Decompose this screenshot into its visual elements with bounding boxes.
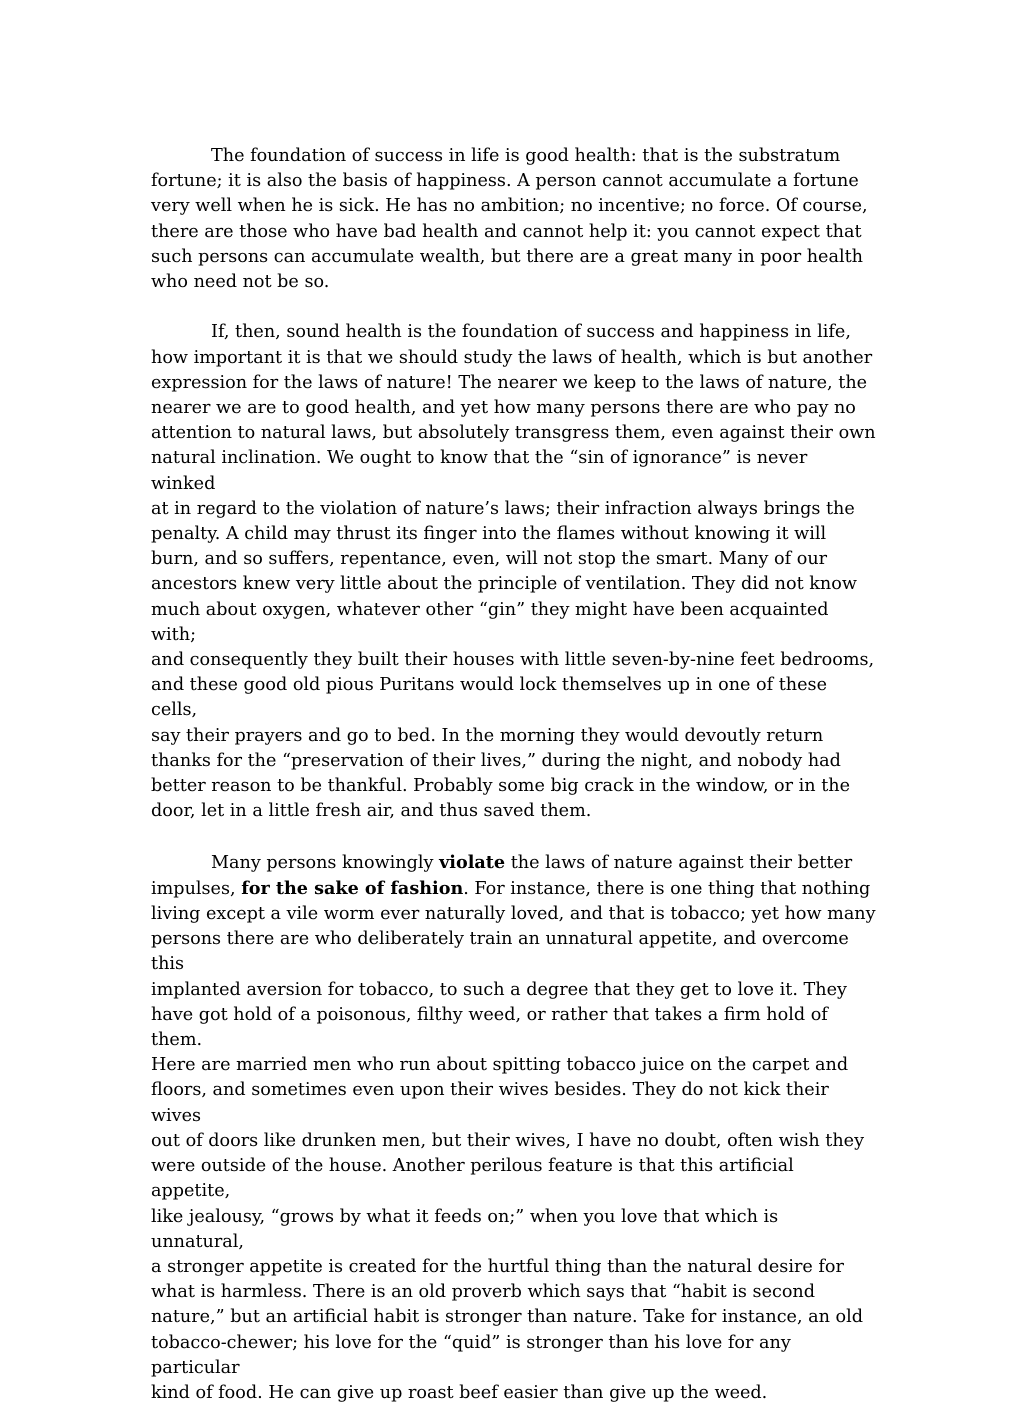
bold-emphasis-fashion: for the sake of fashion	[241, 877, 464, 899]
paragraph-health-foundation	[151, 144, 876, 295]
bold-emphasis-violate: violate	[439, 851, 506, 873]
paragraph-text: . For instance, there is one thing that nothing living except a vile worm ever naturally loved, and that is tobacco; yet how many persons there are who deliberately train an unnatural appetite, and overcome this implanted aversion for tobacco, to such a degree that they get to love it. They have got hold of a poisonous, filthy weed, or rather that takes a firm hold of them. Here are married men who run about spitting tobacco juice on the carpet and floors, and sometimes even upon their wives besides. They do not kick their wives out of doors like drunken men, but their wives, I have no doubt, often wish they were outside of the house. Another perilous feature is that this artificial appetite, like jealousy, “grows by what it feeds on;” when you love that which is unnatural, a stronger appetite is created for the hurtful thing than the natural desire for what is harmless. There is an old proverb which says that “habit is second nature,” but an artificial habit is stronger than nature. Take for instance, an old tobacco-chewer; his love for the “quid” is stronger than his love for any particular kind of food. He can give up roast beef easier than give up the weed.	[151, 878, 876, 1403]
body-text	[151, 144, 876, 1406]
paragraph-text: the laws of nature against their better impulses,	[151, 852, 853, 899]
paragraph-text: If, then, sound health is the foundation of success and happiness in life, how important it is that we should study the laws of health, which is but another expression for the laws of nature! The nearer we keep to the laws of nature, the nearer we are to good health, and yet how many persons there are who pay no attention to natural laws, but absolutely transgress them, even against their own natural inclination. We ought to know that the “sin of ignorance” is never winked at in regard to the violation of nature’s laws; their infraction always brings the penalty. A child may thrust its finger into the flames without knowing it will burn, and so suffers, repentance, even, will not stop the smart. Many of our ancestors knew very little about the principle of ventilation. They did not know much about oxygen, whatever other “gin” they might have been acquainted with; and consequently they built their houses with little seven-by-nine feet bedrooms, and these good old pious Puritans would lock themselves up in one of these cells, say their prayers and go to bed. In the morning they would devoutly return thanks for the “preservation of their lives,” during the night, and nobody had better reason to be thankful. Probably some big crack in the window, or in the door, let in a little fresh air, and thus saved them.	[151, 322, 876, 822]
paragraph-laws-of-nature	[151, 320, 876, 824]
paragraph-text: The foundation of success in life is good health: that is the substratum fortune; it is also the basis of happiness. A person cannot accumulate a fortune very well when he is sick. He has no ambition; no incentive; no force. Of course, there are those who have bad health and cannot help it: you cannot expect that such persons can accumulate wealth, but there are a great many in poor health who need not be so.	[151, 146, 868, 293]
paragraph-text: Many persons knowingly	[211, 852, 440, 873]
paragraph-tobacco-fashion	[151, 850, 876, 1406]
